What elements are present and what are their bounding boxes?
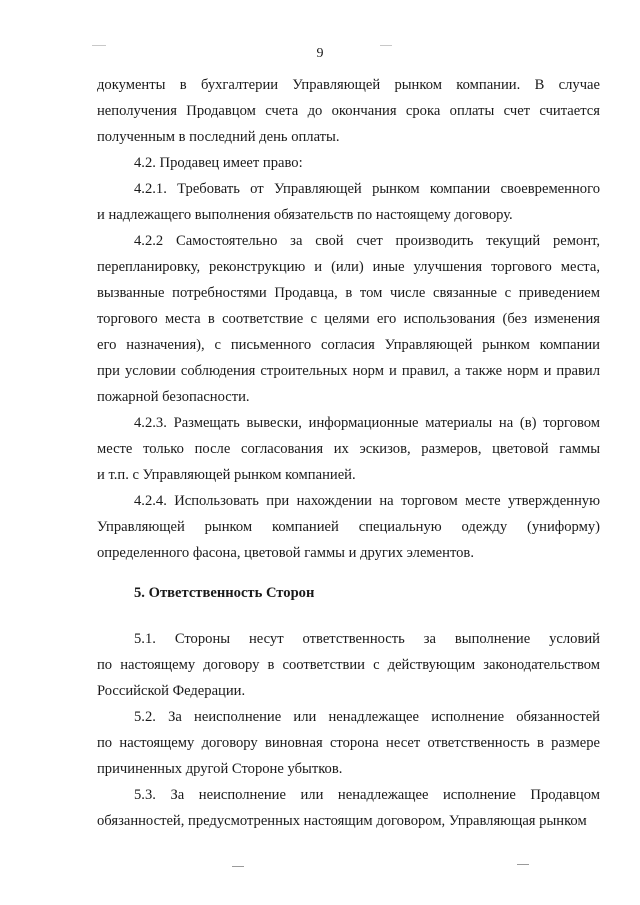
- page-number: 9: [316, 46, 324, 61]
- paragraph-line: документы в бухгалтерии Управляющей рынком компании. В случае: [97, 77, 600, 93]
- paragraph-line: полученным в последний день оплаты.: [97, 129, 340, 145]
- paragraph-line: Управляющей рынком компанией специальную одежду (униформу): [97, 519, 600, 535]
- paragraph-line: торгового места в соответствие с целями его использования (без изменения: [97, 311, 600, 327]
- paragraph-line: 4.2.1. Требовать от Управляющей рынком компании своевременного: [134, 181, 600, 197]
- paragraph-line: по настоящему договору виновная сторона несет ответственность в размере: [97, 735, 600, 751]
- scan-artifact: [517, 864, 529, 865]
- paragraph-line: неполучения Продавцом счета до окончания срока оплаты счет считается: [97, 103, 600, 119]
- paragraph-line: перепланировку, реконструкцию и (или) иные улучшения торгового места,: [97, 259, 600, 275]
- paragraph-line: и т.п. с Управляющей рынком компанией.: [97, 467, 356, 483]
- paragraph-line: 5.1. Стороны несут ответственность за выполнение условий: [134, 631, 600, 647]
- scan-artifact: [380, 45, 392, 46]
- paragraph-line: 4.2.2 Самостоятельно за свой счет производить текущий ремонт,: [134, 233, 600, 249]
- paragraph-line: определенного фасона, цветовой гаммы и других элементов.: [97, 545, 474, 561]
- paragraph-line: по настоящему договору в соответствии с действующим законодательством: [97, 657, 600, 673]
- paragraph-line: при условии соблюдения строительных норм и правил, а также норм и правил: [97, 363, 600, 379]
- scan-artifact: [92, 45, 106, 46]
- paragraph-line: вызванные потребностями Продавца, в том числе связанные с приведением: [97, 285, 600, 301]
- paragraph-line: пожарной безопасности.: [97, 389, 250, 405]
- section-heading: 5. Ответственность Сторон: [134, 585, 315, 601]
- paragraph-line: 4.2.4. Использовать при нахождении на торговом месте утвержденную: [134, 493, 600, 509]
- paragraph-line: причиненных другой Стороне убытков.: [97, 761, 343, 777]
- paragraph-line: 4.2.3. Размещать вывески, информационные материалы на (в) торговом: [134, 415, 600, 431]
- paragraph-line: 5.3. За неисполнение или ненадлежащее исполнение Продавцом: [134, 787, 600, 803]
- paragraph-line: Российской Федерации.: [97, 683, 246, 699]
- scan-artifact: [232, 866, 244, 867]
- paragraph-line: 4.2. Продавец имеет право:: [134, 155, 303, 171]
- paragraph-line: и надлежащего выполнения обязательств по настоящему договору.: [97, 207, 513, 223]
- paragraph-line: его назначения), с письменного согласия Управляющей рынком компании: [97, 337, 600, 353]
- paragraph-line: 5.2. За неисполнение или ненадлежащее исполнение обязанностей: [134, 709, 600, 725]
- document-body: [97, 72, 600, 834]
- paragraph-line: месте только после согласования их эскизов, размеров, цветовой гаммы: [97, 441, 600, 457]
- paragraph-line: обязанностей, предусмотренных настоящим договором, Управляющая рынком: [97, 813, 587, 829]
